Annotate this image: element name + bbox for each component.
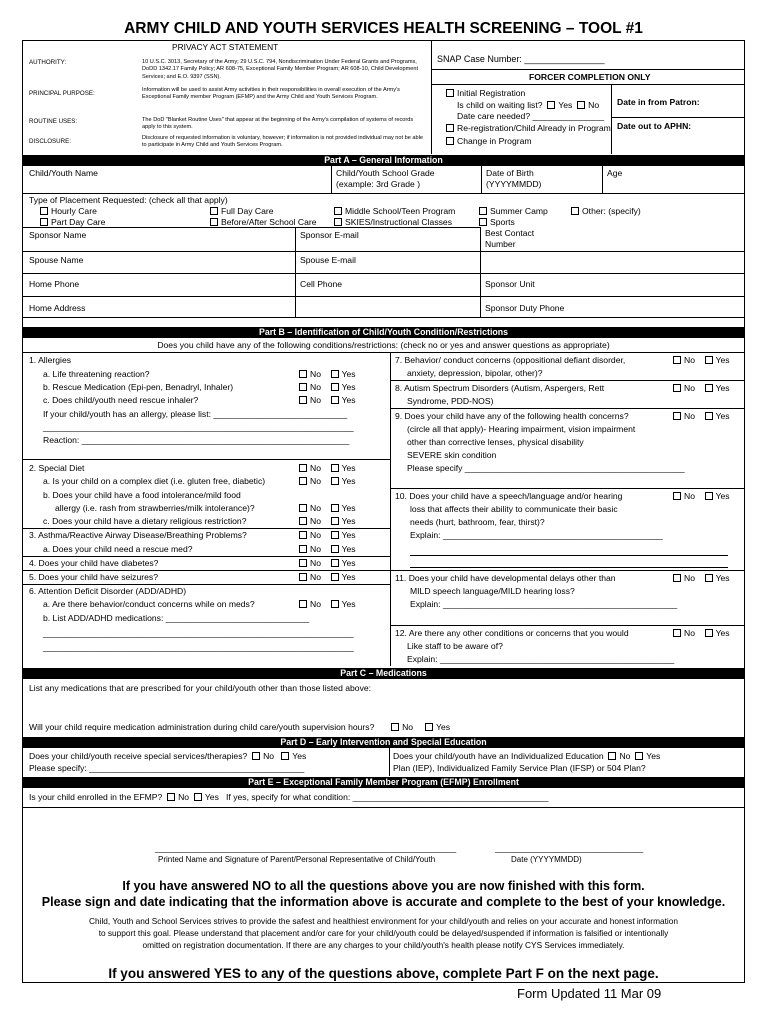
q6a-behavior-on-meds: a. Are there behavior/conduct concerns while on meds?: [43, 599, 255, 609]
purpose-label: PRINCIPAL PURPOSE:: [29, 90, 95, 97]
adhd-line-1[interactable]: _________________________________________________________________: [43, 628, 354, 638]
q7-behavior-detail: anxiety, depression, bipolar, other)?: [407, 368, 543, 378]
divider: [390, 488, 745, 489]
iep-no[interactable]: [608, 752, 616, 760]
q12-yes[interactable]: [705, 629, 713, 637]
q2c-yes[interactable]: [331, 517, 339, 525]
school-grade-example: (example: 3rd Grade ): [336, 179, 421, 189]
q1c-yes[interactable]: [331, 396, 339, 404]
other-checkbox[interactable]: [571, 207, 579, 215]
q10-yes[interactable]: [705, 492, 713, 500]
q8-autism: 8. Autism Spectrum Disorders (Autism, Aspergers, Rett: [395, 383, 605, 393]
privacy-divider: [431, 40, 432, 154]
placement-full-day: Full Day Care: [210, 206, 274, 216]
routine-label: ROUTINE USES:: [29, 118, 78, 125]
q3a-answer: No Yes: [299, 544, 356, 554]
q1b-yes[interactable]: [331, 383, 339, 391]
special-services-specify[interactable]: Please specify: _____________________________________________: [29, 763, 305, 773]
sponsor-email-field[interactable]: Sponsor E-mail: [300, 230, 359, 240]
q2c-no[interactable]: [299, 517, 307, 525]
placement-heading: Type of Placement Requested: (check all that apply): [29, 195, 228, 205]
q1b-answer: No Yes: [299, 382, 356, 392]
q9-detail-2: other than corrective lenses, physical disability: [407, 437, 584, 447]
q2b-yes[interactable]: [331, 504, 339, 512]
q1b-rescue-medication: b. Rescue Medication (Epi-pen, Benadryl, Inhaler): [43, 382, 234, 392]
routine-text: The DoD "Blanket Routine Uses" that appear at the beginning of the Army's compilation of systems of records apply to this system.: [142, 117, 414, 131]
cell-phone-field[interactable]: Cell Phone: [300, 279, 343, 289]
q11-no[interactable]: [673, 574, 681, 582]
q2b-no[interactable]: [299, 504, 307, 512]
medication-administration: Will your child require medication administration during child care/youth supervision hours? No Yes: [29, 722, 451, 732]
reaction-field[interactable]: Reaction: ________________________________________________________: [43, 435, 350, 445]
q9-no[interactable]: [673, 412, 681, 420]
waiting-list-row: Is child on waiting list? Yes No: [457, 100, 600, 110]
q10-explain-field[interactable]: Explain: ______________________________________________: [410, 530, 663, 540]
spouse-email-field[interactable]: Spouse E-mail: [300, 255, 356, 265]
full-day-checkbox[interactable]: [210, 207, 218, 215]
q7-behavior: 7. Behavior/ conduct concerns (oppositional defiant disorder,: [395, 355, 626, 365]
snap-divider: [431, 69, 745, 70]
authority-label: AUTHORITY:: [29, 59, 67, 66]
special-services-no[interactable]: [252, 752, 260, 760]
re-registration: Re-registration/Child Already in Program: [446, 123, 611, 133]
q11-detail: MILD speech language/MILD hearing loss?: [410, 586, 575, 596]
before-after-checkbox[interactable]: [210, 218, 218, 226]
q1c-rescue-inhaler: c. Does child/youth need rescue inhaler?: [43, 395, 199, 405]
placement-hourly: Hourly Care: [40, 206, 97, 216]
hourly-checkbox[interactable]: [40, 207, 48, 215]
q4-yes[interactable]: [331, 559, 339, 567]
footer-note-2: to support this goal. Please understand that placement and/or care for your child/youth could be delayed/suspended if information is falsified or intentionally: [98, 928, 669, 938]
q8-answer: No Yes: [673, 383, 730, 393]
q2c-answer: No Yes: [299, 516, 356, 526]
q2b-food-intolerance-detail: allergy (i.e. rash from strawberries/milk intolerance)?: [55, 503, 255, 513]
q4-answer: No Yes: [299, 558, 356, 568]
re-registration-checkbox[interactable]: [446, 124, 454, 132]
q8-yes[interactable]: [705, 384, 713, 392]
signature-date-label: Date (YYYYMMDD): [511, 855, 582, 864]
efmp-condition-field[interactable]: If yes, specify for what condition: _________________________________________: [226, 792, 549, 802]
disclosure-label: DISCLOSURE:: [29, 138, 71, 145]
authority-text: 10 U.S.C. 3013, Secretary of the Army; 29 U.S.C. 794, Nondiscrimination Under Federal Grants and Programs, DoDD 1342.17 Family Policy; AR 608-75, Exceptional Family Member Program; AR 608-10, Child Development Services; and E.O. 9397 (SSN).: [142, 59, 419, 80]
q3a-rescue-med: a. Does your child need a rescue med?: [43, 544, 193, 554]
divider: [331, 166, 332, 194]
q2a-complex-diet: a. Is your child on a complex diet (i.e. gluten free, diabetic): [43, 476, 266, 486]
med-admin-no[interactable]: [391, 723, 399, 731]
q6a-no[interactable]: [299, 600, 307, 608]
divider: [22, 227, 480, 228]
q2a-yes[interactable]: [331, 477, 339, 485]
q1c-no[interactable]: [299, 396, 307, 404]
placement-summer-camp: Summer Camp: [479, 206, 548, 216]
divider: [390, 408, 745, 409]
divider: [22, 584, 390, 585]
waiting-no-checkbox[interactable]: [577, 101, 585, 109]
iep-question-detail: Plan (IEP), Individualized Family Service Plan (IFSP) or 504 Plan?: [393, 763, 646, 773]
dob-field[interactable]: Date of Birth: [486, 168, 534, 178]
q11-explain-field[interactable]: Explain: _________________________________________________: [410, 599, 678, 609]
change-program: Change in Program: [446, 136, 532, 146]
q5-answer: No Yes: [299, 572, 356, 582]
initial-registration-checkbox[interactable]: [446, 89, 454, 97]
q2-yes[interactable]: [331, 464, 339, 472]
forcer-heading: FORCER COMPLETION ONLY: [529, 72, 651, 82]
part-a-bar: Part A – General Information: [22, 155, 745, 166]
q5-yes[interactable]: [331, 573, 339, 581]
q9-detail-1: (circle all that apply)- Hearing impairment, vision impairment: [407, 424, 636, 434]
efmp-no[interactable]: [167, 793, 175, 801]
divider: [22, 273, 745, 274]
waiting-yes-checkbox[interactable]: [547, 101, 555, 109]
divider: [389, 748, 390, 776]
q10-detail-2: needs (hurt, bathroom, fear, thirst)?: [410, 517, 545, 527]
q4-diabetes: 4. Does your child have diabetes?: [29, 558, 159, 568]
sponsor-duty-phone-field[interactable]: Sponsor Duty Phone: [485, 303, 565, 313]
sponsor-unit-field[interactable]: Sponsor Unit: [485, 279, 535, 289]
disclosure-text: Disclosure of requested information is voluntary, however; if information is not provided individual may not be able to participate in Army Child and Youth Services Program.: [142, 135, 423, 149]
q12-answer: No Yes: [673, 628, 730, 638]
divider: [295, 227, 296, 317]
q9-yes[interactable]: [705, 412, 713, 420]
signature-label: Printed Name and Signature of Parent/Personal Representative of Child/Youth: [158, 855, 436, 864]
q8-no[interactable]: [673, 384, 681, 392]
divider: [480, 227, 481, 317]
q1a-life-threatening: a. Life threatening reaction?: [43, 369, 150, 379]
part-day-checkbox[interactable]: [40, 218, 48, 226]
q5-seizures: 5. Does your child have seizures?: [29, 572, 158, 582]
q3-answer: No Yes: [299, 530, 356, 540]
q10-explain-line-1[interactable]: [410, 555, 728, 556]
q2a-no[interactable]: [299, 477, 307, 485]
change-program-checkbox[interactable]: [446, 137, 454, 145]
allergy-list-line[interactable]: _________________________________________________________________: [43, 422, 354, 432]
q5-no[interactable]: [299, 573, 307, 581]
sports-checkbox[interactable]: [479, 218, 487, 226]
q9-answer: No Yes: [673, 411, 730, 421]
q7-yes[interactable]: [705, 356, 713, 364]
part-f-instruction: If you answered YES to any of the questions above, complete Part F on the next page.: [108, 966, 659, 981]
divider: [390, 625, 745, 626]
finished-statement: If you have answered NO to all the questions above you are now finished with this form.: [122, 879, 645, 893]
school-grade-field[interactable]: Child/Youth School Grade: [336, 168, 435, 178]
med-admin-yes[interactable]: [425, 723, 433, 731]
q3-no[interactable]: [299, 531, 307, 539]
divider: [22, 193, 745, 194]
q2b-answer: No Yes: [299, 503, 356, 513]
privacy-heading: PRIVACY ACT STATEMENT: [172, 42, 279, 52]
adhd-medications-field[interactable]: b. List ADD/ADHD medications: ______________________________: [43, 613, 310, 623]
q3a-yes[interactable]: [331, 545, 339, 553]
q2-no[interactable]: [299, 464, 307, 472]
part-b-bar: Part B – Identification of Child/Youth Condition/Restrictions: [22, 327, 745, 338]
q11-yes[interactable]: [705, 574, 713, 582]
placement-middle-school: Middle School/Teen Program: [334, 206, 455, 216]
adhd-line-2[interactable]: _________________________________________________________________: [43, 642, 354, 652]
efmp-yes[interactable]: [194, 793, 202, 801]
divider: [22, 317, 745, 318]
q12-explain-field[interactable]: Explain: _________________________________________________: [407, 654, 675, 664]
divider: [22, 807, 745, 808]
divider: [390, 380, 745, 381]
q2b-food-intolerance: b. Does your child have a food intolerance/mild food: [43, 490, 241, 500]
q7-no[interactable]: [673, 356, 681, 364]
q11-answer: No Yes: [673, 573, 730, 583]
q10-explain-line-2[interactable]: [410, 567, 728, 568]
medications-list-field[interactable]: List any medications that are prescribed for your child/youth other than those listed above:: [29, 683, 372, 693]
q12-no[interactable]: [673, 629, 681, 637]
iep-yes[interactable]: [635, 752, 643, 760]
q8-autism-detail: Syndrome, PDD-NOS): [407, 396, 494, 406]
forcer-divider: [431, 84, 745, 85]
q6-adhd: 6. Attention Deficit Disorder (ADD/ADHD): [29, 586, 187, 596]
initial-registration: Initial Registration: [446, 88, 525, 98]
home-phone-field[interactable]: Home Phone: [29, 279, 80, 289]
date-care-needed[interactable]: Date care needed? _______________: [457, 111, 605, 121]
q12-detail: Like staff to be aware of?: [407, 641, 503, 651]
home-address-field[interactable]: Home Address: [29, 303, 86, 313]
divider: [390, 570, 745, 571]
skies-checkbox[interactable]: [334, 218, 342, 226]
q3-asthma: 3. Asthma/Reactive Airway Disease/Breathing Problems?: [29, 530, 247, 540]
iep-question: Does your child/youth have an Individualized Education No Yes: [393, 751, 661, 761]
q9-specify-field[interactable]: Please specify ______________________________________________: [407, 463, 685, 473]
forcer-col-divider: [611, 84, 612, 154]
q6a-yes[interactable]: [331, 600, 339, 608]
q10-speech: 10. Does your child have a speech/language and/or hearing: [395, 491, 623, 501]
q3-yes[interactable]: [331, 531, 339, 539]
q9-health-concerns: 9. Does your child have any of the following health concerns?: [395, 411, 629, 421]
divider: [22, 251, 745, 252]
placement-before-after: Before/After School Care: [210, 217, 317, 227]
q12-other-conditions: 12. Are there any other conditions or concerns that you would: [395, 628, 629, 638]
q6a-answer: No Yes: [299, 599, 356, 609]
placement-skies: SKIES/Instructional Classes: [334, 217, 452, 227]
special-services-yes[interactable]: [281, 752, 289, 760]
signature-line[interactable]: _______________________________________________________________: [155, 843, 457, 853]
q10-answer: No Yes: [673, 491, 730, 501]
snap-case-number[interactable]: SNAP Case Number: ________________: [437, 54, 605, 64]
q7-answer: No Yes: [673, 355, 730, 365]
divider: [22, 556, 390, 557]
divider: [22, 352, 745, 353]
divider: [22, 296, 745, 297]
q10-no[interactable]: [673, 492, 681, 500]
q3a-no[interactable]: [299, 545, 307, 553]
q1c-answer: No Yes: [299, 395, 356, 405]
part-b-intro: Does you child have any of the following conditions/restrictions: (check no or yes and answer questions as appropriate): [157, 340, 610, 350]
q2c-religious-restriction: c. Does your child have a dietary religious restriction?: [43, 516, 247, 526]
placement-part-day: Part Day Care: [40, 217, 105, 227]
placement-sports: Sports: [479, 217, 515, 227]
sign-instruction: Please sign and date indicating that the information above is accurate and complete to the best of your knowledge.: [41, 895, 726, 909]
form-title: ARMY CHILD AND YOUTH SERVICES HEALTH SCREENING – TOOL #1: [124, 20, 643, 37]
footer-note-3: omitted on registration documentation. If there are any charges to your child/youth's health please notify CYS Services immediately.: [142, 940, 625, 950]
divider: [602, 166, 603, 194]
q2-answer: No Yes: [299, 463, 356, 473]
signature-date-line[interactable]: _______________________________: [495, 843, 644, 853]
part-d-bar: Part D – Early Intervention and Special Education: [22, 737, 745, 748]
q9-detail-3: SEVERE skin condition: [407, 450, 497, 460]
date-in-from-patron[interactable]: Date in from Patron:: [617, 97, 700, 107]
divider: [481, 166, 482, 194]
part-c-bar: Part C – Medications: [22, 668, 745, 679]
efmp-question: Is your child enrolled in the EFMP? No Yes If yes, specify for what condition: _________________________________________: [29, 792, 549, 802]
special-services-question: Does your child/youth receive special services/therapies? No Yes: [29, 751, 307, 761]
divider: [22, 570, 390, 571]
age-field[interactable]: Age: [607, 168, 623, 178]
divider: [22, 528, 390, 529]
allergy-list-field[interactable]: If your child/youth has an allergy, please list: ____________________________: [43, 409, 348, 419]
footer-note-1: Child, Youth and School Services strives to provide the safest and healthiest environment for your child/youth and relies on your accurate and honest information: [89, 916, 678, 926]
child-name-field[interactable]: Child/Youth Name: [29, 168, 98, 178]
q1b-no[interactable]: [299, 383, 307, 391]
best-contact-field[interactable]: Best Contact: [485, 228, 535, 238]
part-b-column-divider: [390, 352, 391, 666]
q1-allergies: 1. Allergies: [29, 355, 72, 365]
divider: [22, 459, 390, 460]
q2a-answer: No Yes: [299, 476, 356, 486]
best-contact-number: Number: [485, 239, 516, 249]
spouse-name-field[interactable]: Spouse Name: [29, 255, 84, 265]
middle-school-checkbox[interactable]: [334, 207, 342, 215]
part-e-bar: Part E – Exceptional Family Member Program (EFMP) Enrollment: [22, 777, 745, 788]
sponsor-name-field[interactable]: Sponsor Name: [29, 230, 87, 240]
q10-detail-1: loss that affects their ability to communicate their basic: [410, 504, 618, 514]
forcer-date-divider: [611, 117, 745, 118]
summer-camp-checkbox[interactable]: [479, 207, 487, 215]
date-out-to-aphn[interactable]: Date out to APHN:: [617, 121, 692, 131]
purpose-text: Information will be used to assist Army activities in their responsibilities in overall execution of the Army's Exceptional Family member Program (EFMP) and the Army Child and Youth Services Program.: [142, 87, 400, 101]
q1a-no[interactable]: [299, 370, 307, 378]
q1a-yes[interactable]: [331, 370, 339, 378]
dob-format: (YYYYMMDD): [486, 179, 542, 189]
q2-special-diet: 2. Special Diet: [29, 463, 85, 473]
q11-developmental: 11. Does your child have developmental delays other than: [395, 573, 616, 583]
q4-no[interactable]: [299, 559, 307, 567]
placement-other: Other: (specify): [571, 206, 641, 216]
form-updated-date: Form Updated 11 Mar 09: [517, 986, 662, 1001]
q1a-answer: No Yes: [299, 369, 356, 379]
